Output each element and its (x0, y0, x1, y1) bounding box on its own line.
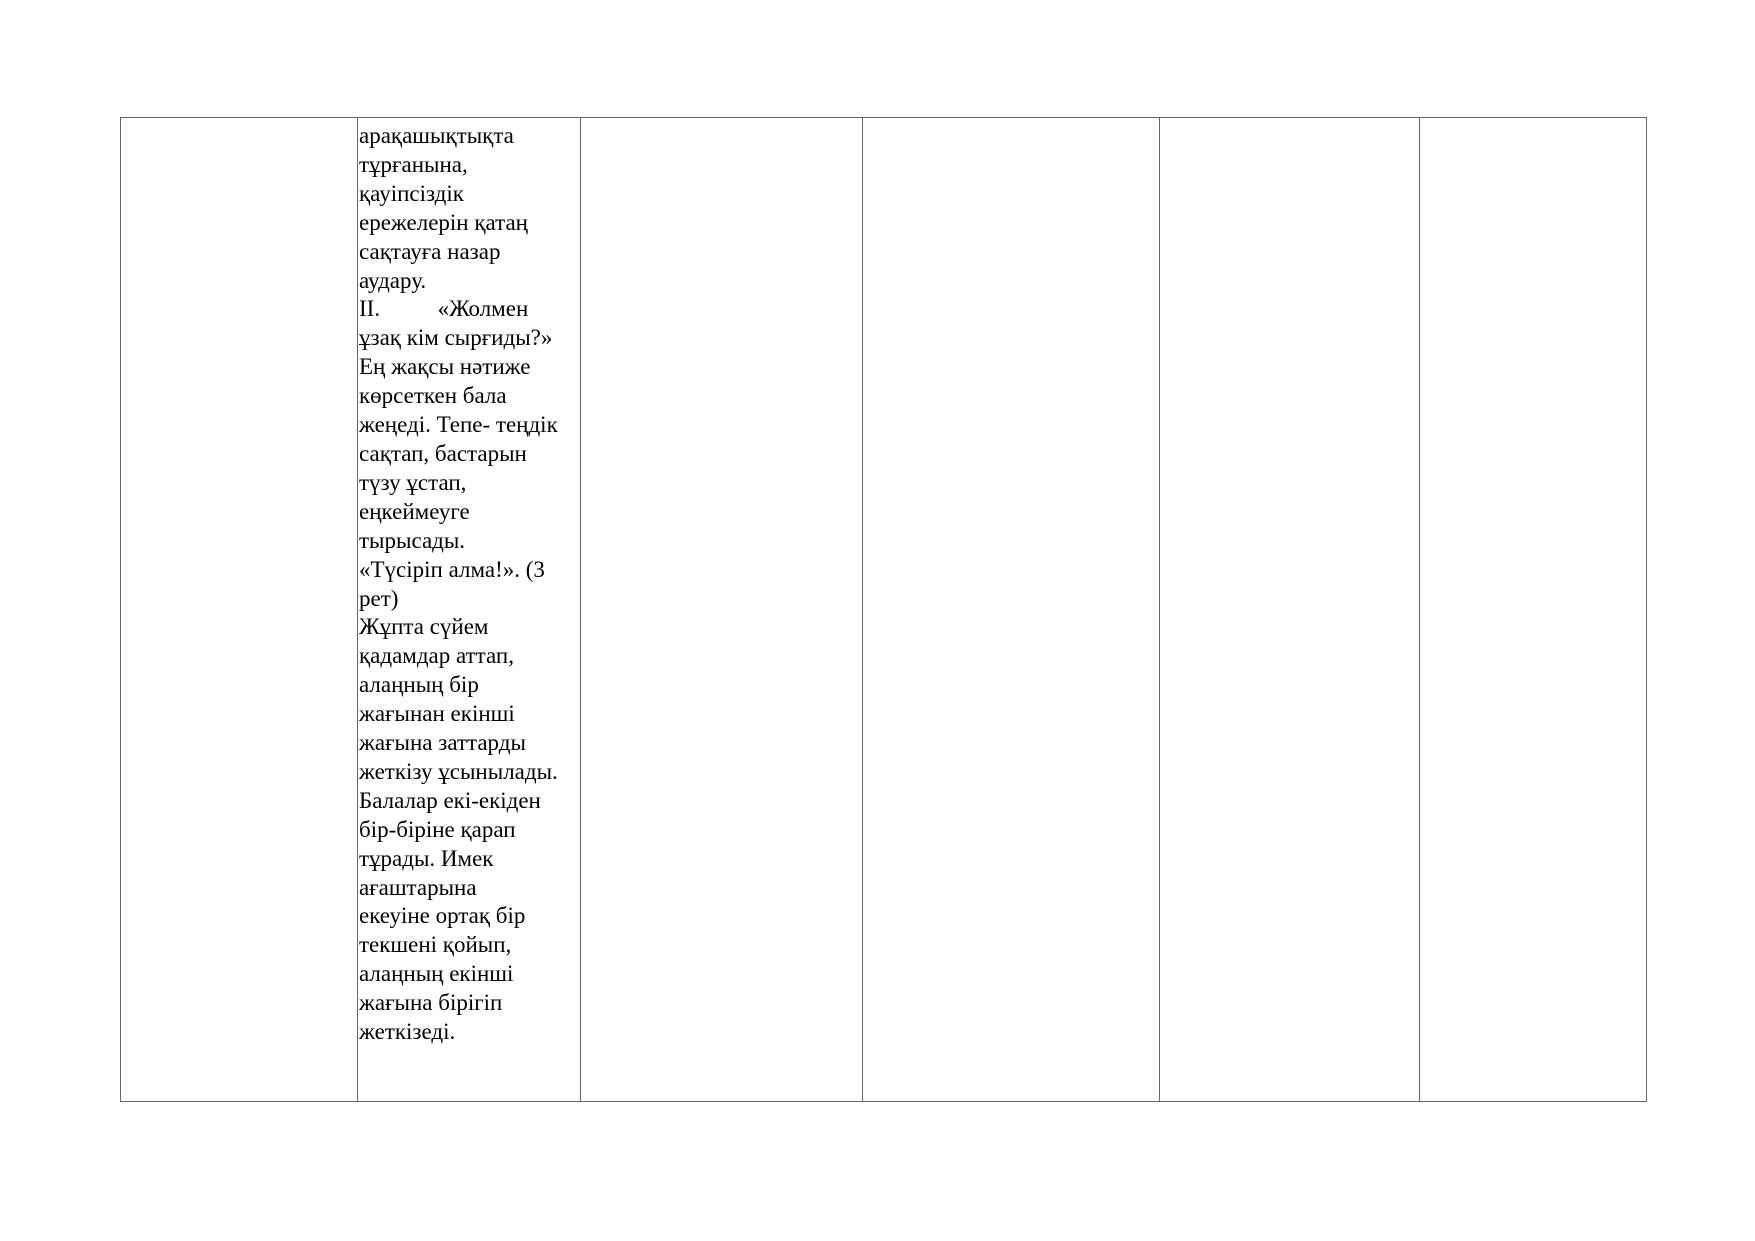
table-cell-1 (121, 118, 358, 1102)
text-line: сақтап, бастарын (359, 440, 527, 466)
text-line: тұрғанына, (359, 151, 468, 177)
text-line: Балалар екі-екіден (359, 787, 541, 813)
text-line: сақтауға назар (359, 238, 501, 264)
text-line: бір-біріне қарап (359, 816, 516, 842)
text-line: «Түсіріп алма!». (3 (359, 556, 545, 582)
text-line: аудару. (359, 267, 427, 293)
text-line: қадамдар аттап, (359, 643, 514, 669)
text-line: тырысады. (359, 527, 466, 553)
text-line: ағаштарына (359, 874, 477, 900)
cell-text-block (358, 118, 580, 1047)
text-line: жеткізу ұсынылады. (359, 758, 558, 784)
text-line: екеуіне ортақ бір (359, 903, 526, 929)
text-line: жеткізеді. (359, 1019, 456, 1045)
text-line: Ең жақсы нәтиже (359, 354, 531, 380)
text-line: түзу ұстап, (359, 469, 467, 495)
table-cell-2 (358, 118, 581, 1102)
lesson-plan-table (120, 117, 1647, 1102)
text-line: жағына бірігіп (359, 990, 503, 1016)
text-line: жағына заттарды (359, 730, 526, 756)
text-line: еңкеймеуге (359, 498, 470, 524)
text-line: тұрады. Имек (359, 845, 494, 871)
text-line: қауіпсіздік (359, 180, 464, 206)
table-cell-4 (863, 118, 1160, 1102)
text-line: жеңеді. Тепе- теңдік (359, 412, 558, 438)
text-line: көрсеткен бала (359, 383, 507, 409)
text-line: Жұпта сүйем (359, 614, 489, 640)
table-cell-5 (1160, 118, 1420, 1102)
text-line: алаңның екінші (359, 961, 514, 987)
text-line: алаңның бір (359, 672, 479, 698)
text-line: ІІ. «Жолмен (359, 296, 529, 322)
table-cell-6 (1420, 118, 1647, 1102)
text-line: ережелерін қатаң (359, 209, 528, 235)
text-line: ұзақ кім сырғиды?» (359, 325, 553, 351)
text-line: арақашықтықта (359, 123, 514, 148)
table-cell-3 (581, 118, 863, 1102)
text-line: текшені қойып, (359, 932, 512, 958)
text-line: жағынан екінші (359, 701, 515, 727)
table-row (121, 118, 1647, 1102)
text-line: рет) (359, 585, 399, 611)
